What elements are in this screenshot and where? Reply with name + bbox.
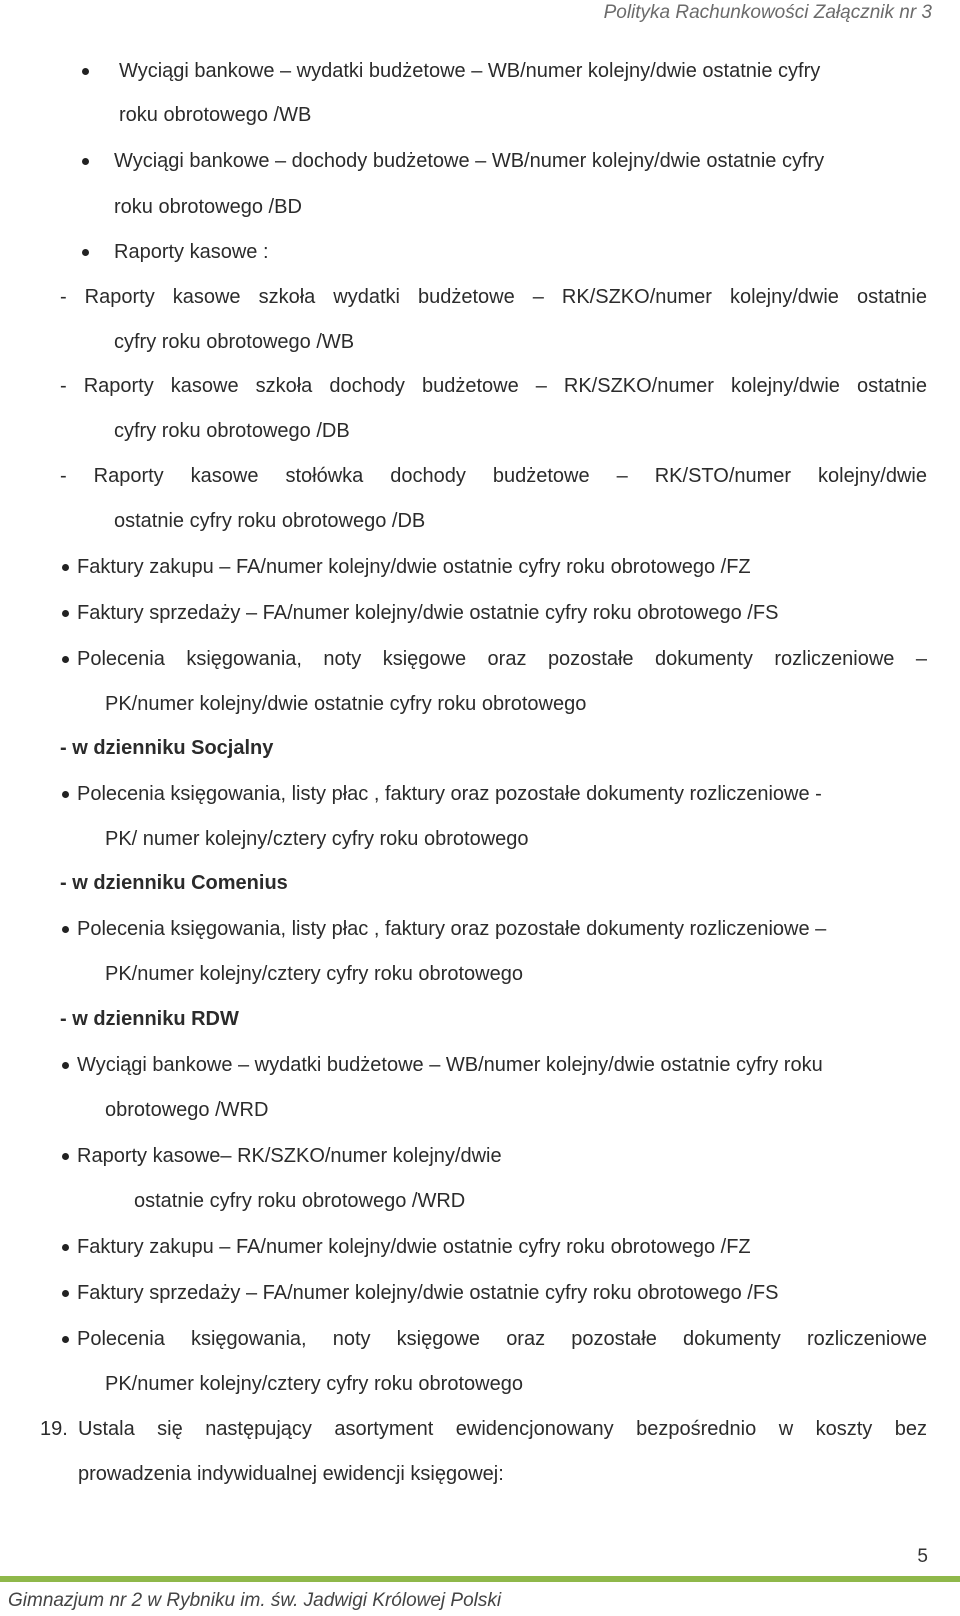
bullet-icon	[62, 564, 69, 571]
item-number: 19.	[40, 1418, 68, 1440]
bullet-icon	[62, 1062, 69, 1069]
list-item-continuation: PK/numer kolejny/cztery cyfry roku obrotowego	[105, 1373, 523, 1395]
page-number: 5	[917, 1546, 928, 1567]
list-item: Wyciągi bankowe – dochody budżetowe – WB/numer kolejny/dwie ostatnie cyfry	[0, 146, 960, 176]
list-item-continuation: PK/ numer kolejny/cztery cyfry roku obrotowego	[105, 828, 529, 850]
list-item: Faktury sprzedaży – FA/numer kolejny/dwie ostatnie cyfry roku obrotowego /FS	[0, 598, 960, 628]
list-item: - Raporty kasowe szkoła wydatki budżetowe – RK/SZKO/numer kolejny/dwie ostatnie	[60, 286, 927, 308]
section-heading: - w dzienniku RDW	[60, 1008, 239, 1030]
bullet-icon	[62, 1244, 69, 1251]
numbered-item: 19. Ustala się następujący asortyment ewidencjonowany bezpośrednio w koszty bez	[0, 1414, 960, 1444]
list-item-continuation: roku obrotowego /BD	[114, 196, 302, 218]
bullet-icon	[62, 791, 69, 798]
bullet-icon	[62, 926, 69, 933]
footer-divider	[0, 1576, 960, 1582]
list-item-continuation: PK/numer kolejny/cztery cyfry roku obrotowego	[105, 963, 523, 985]
list-item-continuation: roku obrotowego /WB	[119, 104, 312, 126]
page-header: Polityka Rachunkowości Załącznik nr 3	[603, 2, 932, 23]
numbered-item-continuation: prowadzenia indywidualnej ewidencji księgowej:	[78, 1463, 504, 1485]
list-item-continuation: obrotowego /WRD	[105, 1099, 269, 1121]
list-item: Faktury zakupu – FA/numer kolejny/dwie ostatnie cyfry roku obrotowego /FZ	[0, 1232, 960, 1262]
list-item-continuation: PK/numer kolejny/dwie ostatnie cyfry roku obrotowego	[105, 693, 587, 715]
bullet-icon	[62, 1153, 69, 1160]
bullet-icon	[62, 656, 69, 663]
section-heading: - w dzienniku Socjalny	[60, 737, 274, 759]
page-footer: Gimnazjum nr 2 w Rybniku im. św. Jadwigi Królowej Polski	[8, 1590, 502, 1611]
bullet-icon	[62, 1336, 69, 1343]
bullet-icon	[82, 249, 89, 256]
list-item-continuation: ostatnie cyfry roku obrotowego /WRD	[134, 1190, 466, 1212]
list-item: Wyciągi bankowe – wydatki budżetowe – WB/numer kolejny/dwie ostatnie cyfry	[0, 56, 960, 86]
list-item: Faktury sprzedaży – FA/numer kolejny/dwie ostatnie cyfry roku obrotowego /FS	[0, 1278, 960, 1308]
list-item: Polecenia księgowania, noty księgowe oraz pozostałe dokumenty rozliczeniowe –	[0, 644, 960, 674]
list-item: Wyciągi bankowe – wydatki budżetowe – WB/numer kolejny/dwie ostatnie cyfry roku	[0, 1050, 960, 1080]
list-item: - Raporty kasowe stołówka dochody budżetowe – RK/STO/numer kolejny/dwie	[60, 465, 927, 487]
list-item: Raporty kasowe :	[0, 237, 960, 267]
list-item: Polecenia księgowania, listy płac , faktury oraz pozostałe dokumenty rozliczeniowe –	[0, 914, 960, 944]
bullet-icon	[62, 1290, 69, 1297]
bullet-icon	[62, 610, 69, 617]
section-heading: - w dzienniku Comenius	[60, 872, 288, 894]
list-item-continuation: cyfry roku obrotowego /WB	[114, 331, 355, 353]
list-item: - Raporty kasowe szkoła dochody budżetowe – RK/SZKO/numer kolejny/dwie ostatnie	[60, 375, 927, 397]
list-item: Raporty kasowe– RK/SZKO/numer kolejny/dwie	[0, 1141, 960, 1171]
list-item: Faktury zakupu – FA/numer kolejny/dwie ostatnie cyfry roku obrotowego /FZ	[0, 552, 960, 582]
bullet-icon	[82, 158, 89, 165]
list-item-continuation: ostatnie cyfry roku obrotowego /DB	[114, 510, 426, 532]
list-item: Polecenia księgowania, listy płac , faktury oraz pozostałe dokumenty rozliczeniowe -	[0, 779, 960, 809]
list-item: Polecenia księgowania, noty księgowe oraz pozostałe dokumenty rozliczeniowe	[0, 1324, 960, 1354]
list-item-continuation: cyfry roku obrotowego /DB	[114, 420, 350, 442]
bullet-icon	[82, 68, 89, 75]
